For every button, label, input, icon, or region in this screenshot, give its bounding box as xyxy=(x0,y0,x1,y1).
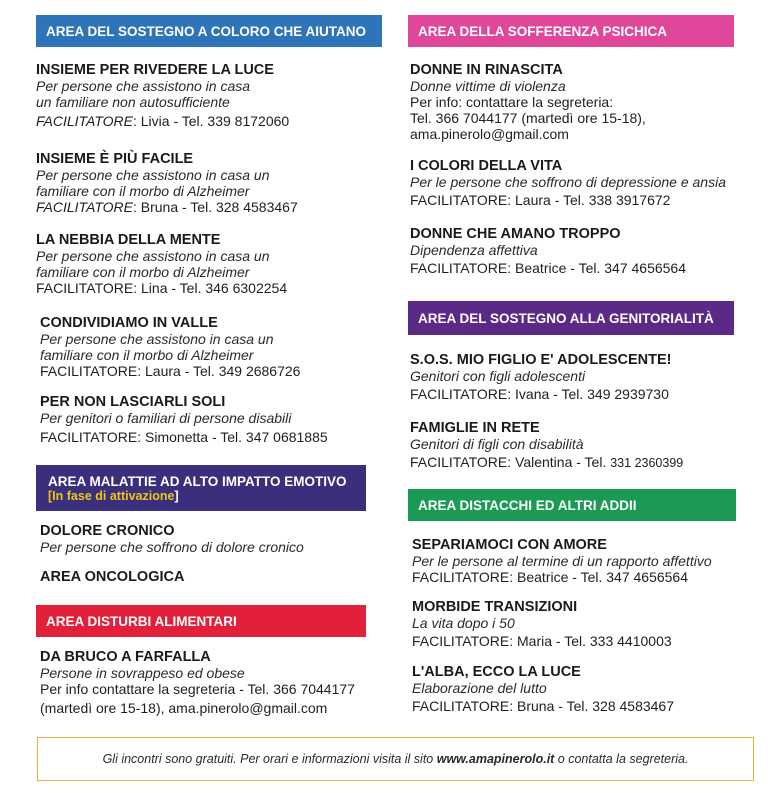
entry-title: S.O.S. MIO FIGLIO E' ADOLESCENTE! xyxy=(410,352,672,368)
band-area-sostegno-label: AREA DEL SOSTEGNO A COLORO CHE AIUTANO xyxy=(46,23,367,39)
entry-subtitle: Per persone che assistono in casa xyxy=(36,78,251,94)
entry-subtitle: Per le persone che soffrono di depressione e ansia xyxy=(410,174,726,190)
band-area-genitorialita xyxy=(408,301,734,335)
facilitatore-label: FACILITATORE xyxy=(36,113,133,129)
band-area-sofferenza-label: AREA DELLA SOFFERENZA PSICHICA xyxy=(418,23,668,39)
entry-subtitle: Elaborazione del lutto xyxy=(412,680,547,696)
entry-title: SEPARIAMOCI CON AMORE xyxy=(412,537,607,553)
entry-separiamoci xyxy=(412,537,712,585)
facilitatore-label: FACILITATORE: Valentina - Tel. xyxy=(410,454,611,470)
entry-facilitatore: FACILITATORE: Laura - Tel. 338 3917672 xyxy=(410,192,671,208)
entry-title: INSIEME PER RIVEDERE LA LUCE xyxy=(36,62,274,78)
entry-facilitatore: FACILITATORE: Ivana - Tel. 349 2939730 xyxy=(410,386,669,402)
entry-subtitle: Dipendenza affettiva xyxy=(410,242,538,258)
entry-subtitle: Genitori con figli adolescenti xyxy=(410,368,586,384)
footer-website-link[interactable]: www.amapinerolo.it xyxy=(436,752,555,766)
entry-subtitle: familiare con il morbo di Alzheimer xyxy=(40,347,254,363)
entry-title: MORBIDE TRANSIZIONI xyxy=(412,599,578,615)
note-bracket-close: ] xyxy=(174,488,179,503)
entry-title: AREA ONCOLOGICA xyxy=(40,569,185,585)
entry-subtitle: familiare con il morbo di Alzheimer xyxy=(36,264,250,280)
band-area-distacchi xyxy=(408,489,736,521)
entry-famiglie-rete xyxy=(410,420,683,471)
entry-subtitle: Per persone che assistono in casa un xyxy=(40,331,274,347)
entry-facilitatore: FACILITATORE: Beatrice - Tel. 347 4656564 xyxy=(410,260,686,276)
entry-condividiamo-valle xyxy=(40,315,300,379)
entry-facilitatore xyxy=(36,113,289,129)
entry-donne-amano xyxy=(410,226,686,276)
entry-title: FAMIGLIE IN RETE xyxy=(410,420,540,436)
facilitatore-label: FACILITATORE xyxy=(36,199,133,215)
entry-colori-vita xyxy=(410,158,726,208)
entry-subtitle: Per persone che soffrono di dolore cronico xyxy=(40,539,304,555)
entry-subtitle: Per persone che assistono in casa un xyxy=(36,167,270,183)
entry-title: LA NEBBIA DELLA MENTE xyxy=(36,232,221,248)
footer-text-start: Gli incontri sono gratuiti. Per orari e informazioni visita il sito xyxy=(102,752,437,766)
entry-dolore-cronico xyxy=(40,523,304,555)
facilitatore-contact: : Livia - Tel. 339 8172060 xyxy=(132,113,290,129)
entry-info-line: ama.pinerolo@gmail.com xyxy=(410,126,569,142)
entry-title: L'ALBA, ECCO LA LUCE xyxy=(412,664,581,680)
entry-donne-rinascita xyxy=(410,62,646,142)
footer-text xyxy=(103,752,689,766)
band-area-disturbi xyxy=(36,605,366,637)
note-text: In fase di attivazione xyxy=(52,488,175,503)
note-bracket-open: [ xyxy=(48,488,53,503)
entry-subtitle: Donne vittime di violenza xyxy=(410,78,566,94)
entry-bruco-farfalla xyxy=(40,649,355,716)
band-area-sostegno xyxy=(36,15,382,47)
entry-title: DA BRUCO A FARFALLA xyxy=(40,649,211,665)
entry-sos-adolescente xyxy=(410,352,672,402)
entry-title: CONDIVIDIAMO IN VALLE xyxy=(40,315,218,331)
entry-title: DOLORE CRONICO xyxy=(40,523,175,539)
entry-insieme-rivedere xyxy=(36,62,289,129)
facilitatore-contact: : Bruna - Tel. 328 4583467 xyxy=(132,199,298,215)
band-area-malattie-note xyxy=(48,489,179,503)
footer-info-box xyxy=(37,737,754,781)
band-area-disturbi-label: AREA DISTURBI ALIMENTARI xyxy=(46,613,237,629)
entry-subtitle: un familiare non autosufficiente xyxy=(36,94,230,110)
entry-subtitle: Per genitori o familiari di persone disabili xyxy=(40,410,292,426)
entry-facilitatore: FACILITATORE: Simonetta - Tel. 347 0681885 xyxy=(40,429,328,445)
entry-facilitatore: FACILITATORE: Lina - Tel. 346 6302254 xyxy=(36,280,288,296)
entry-subtitle: Genitori di figli con disabilità xyxy=(410,436,584,452)
entry-nebbia-mente xyxy=(36,232,287,296)
facilitatore-phone: 331 2360399 xyxy=(610,456,684,470)
entry-facilitatore xyxy=(410,454,683,471)
entry-non-lasciarli-soli xyxy=(40,394,328,445)
band-area-malattie-label: AREA MALATTIE AD ALTO IMPATTO EMOTIVO xyxy=(48,473,347,489)
entry-subtitle: familiare con il morbo di Alzheimer xyxy=(36,183,250,199)
entry-title: DONNE CHE AMANO TROPPO xyxy=(410,226,621,242)
entry-morbide-transizioni xyxy=(412,599,672,649)
entry-facilitatore xyxy=(36,199,298,215)
entry-title: I COLORI DELLA VITA xyxy=(410,158,563,174)
entry-alba-luce xyxy=(412,664,674,714)
entry-area-oncologica xyxy=(40,569,184,585)
entry-facilitatore: FACILITATORE: Bruna - Tel. 328 4583467 xyxy=(412,698,674,714)
entry-facilitatore: FACILITATORE: Laura - Tel. 349 2686726 xyxy=(40,363,301,379)
entry-title: DONNE IN RINASCITA xyxy=(410,62,563,78)
entry-subtitle: Per le persone al termine di un rapporto affettivo xyxy=(412,553,712,569)
entry-info-line: Per info: contattare la segreteria: xyxy=(410,94,614,110)
footer-text-end: o contatta la segreteria. xyxy=(554,752,689,766)
entry-subtitle: La vita dopo i 50 xyxy=(412,615,515,631)
entry-title: PER NON LASCIARLI SOLI xyxy=(40,394,226,410)
band-area-distacchi-label: AREA DISTACCHI ED ALTRI ADDII xyxy=(418,497,637,513)
entry-subtitle: Per persone che assistono in casa un xyxy=(36,248,270,264)
band-area-sofferenza xyxy=(408,15,734,47)
entry-subtitle: Persone in sovrappeso ed obese xyxy=(40,665,245,681)
entry-insieme-facile xyxy=(36,151,298,215)
band-area-malattie xyxy=(36,465,366,511)
entry-info-line: Per info contattare la segreteria - Tel. 366 7044177 xyxy=(40,681,355,697)
entry-facilitatore: FACILITATORE: Maria - Tel. 333 4410003 xyxy=(412,633,672,649)
band-area-genitorialita-label: AREA DEL SOSTEGNO ALLA GENITORIALITÀ xyxy=(418,310,714,326)
entry-title: INSIEME È PIÙ FACILE xyxy=(36,151,194,167)
entry-info-line: Tel. 366 7044177 (martedì ore 15-18), xyxy=(410,110,646,126)
entry-info-line: (martedì ore 15-18), ama.pinerolo@gmail.com xyxy=(40,700,328,716)
entry-facilitatore: FACILITATORE: Beatrice - Tel. 347 4656564 xyxy=(412,569,688,585)
